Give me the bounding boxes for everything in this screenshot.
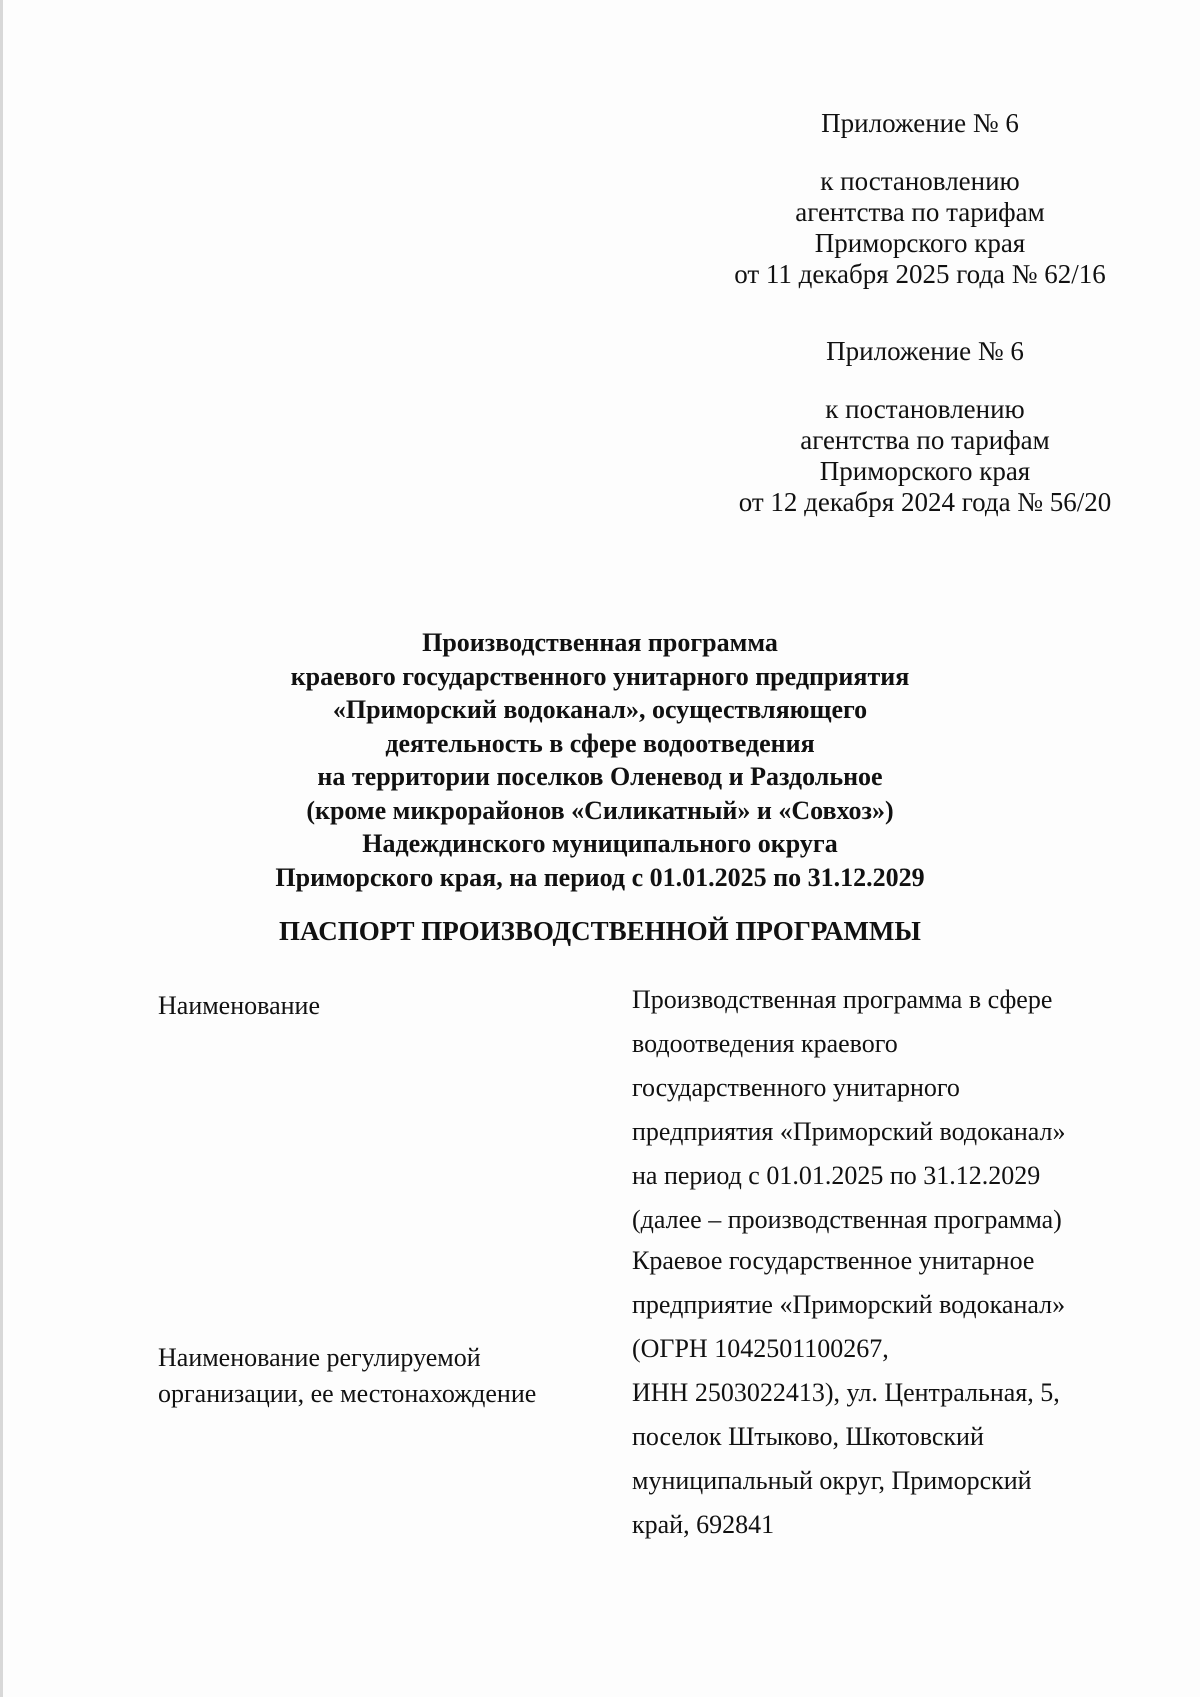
title-line: «Приморский водоканал», осуществляющего — [332, 695, 868, 724]
value-line: предприятия «Приморский водоканал» — [632, 1117, 1066, 1146]
appendix-line: Приморского края — [814, 228, 1026, 258]
value-line: государственного унитарного — [632, 1073, 960, 1102]
title-line: Надеждинского муниципального округа — [362, 829, 838, 858]
passport-row-value-name — [632, 978, 1132, 1242]
appendix-date: от 11 декабря 2025 года № 62/16 — [734, 259, 1106, 289]
value-line: муниципальный округ, Приморский — [632, 1466, 1032, 1495]
title-line: Производственная программа — [422, 628, 778, 657]
passport-row-label-organization — [158, 1340, 618, 1412]
label-line: Наименование регулируемой — [158, 1343, 481, 1372]
document-title — [180, 626, 1020, 894]
appendix-number: Приложение № 6 — [826, 336, 1024, 366]
appendix-date: от 12 декабря 2024 года № 56/20 — [738, 487, 1112, 517]
appendix-header-current — [700, 108, 1140, 290]
value-line: Производственная программа в сфере — [632, 985, 1053, 1014]
passport-row-value-organization — [632, 1239, 1132, 1547]
passport-row-label-name — [158, 988, 618, 1024]
value-line: водоотведения краевого — [632, 1029, 898, 1058]
appendix-line: Приморского края — [819, 456, 1031, 486]
appendix-header-previous — [705, 336, 1145, 518]
appendix-line: агентства по тарифам — [795, 197, 1045, 227]
label-line: Наименование — [158, 991, 320, 1020]
appendix-line: к постановлению — [820, 166, 1020, 196]
appendix-number: Приложение № 6 — [821, 108, 1019, 138]
value-line: Краевое государственное унитарное — [632, 1246, 1035, 1275]
value-line: ИНН 2503022413), ул. Центральная, 5, — [632, 1378, 1060, 1407]
value-line: на период с 01.01.2025 по 31.12.2029 — [632, 1161, 1041, 1190]
value-line: (далее – производственная программа) — [632, 1205, 1062, 1234]
title-line: (кроме микрорайонов «Силикатный» и «Совхоз») — [306, 795, 894, 825]
title-line: на территории поселков Оленевод и Раздольное — [317, 762, 883, 791]
label-line: организации, ее местонахождение — [158, 1379, 537, 1408]
page-edge — [0, 0, 3, 1697]
value-line: край, 692841 — [632, 1510, 775, 1539]
passport-heading: ПАСПОРТ ПРОИЗВОДСТВЕННОЙ ПРОГРАММЫ — [279, 916, 921, 946]
appendix-line: агентства по тарифам — [800, 425, 1050, 455]
appendix-line: к постановлению — [825, 394, 1025, 424]
value-line: предприятие «Приморский водоканал» — [632, 1290, 1066, 1319]
value-line: (ОГРН 1042501100267, — [632, 1334, 889, 1363]
title-line: Приморского края, на период с 01.01.2025 по 31.12.2029 — [275, 862, 925, 892]
value-line: поселок Штыково, Шкотовский — [632, 1422, 984, 1451]
title-line: деятельность в сфере водоотведения — [385, 728, 815, 758]
title-line: краевого государственного унитарного предприятия — [290, 661, 910, 691]
